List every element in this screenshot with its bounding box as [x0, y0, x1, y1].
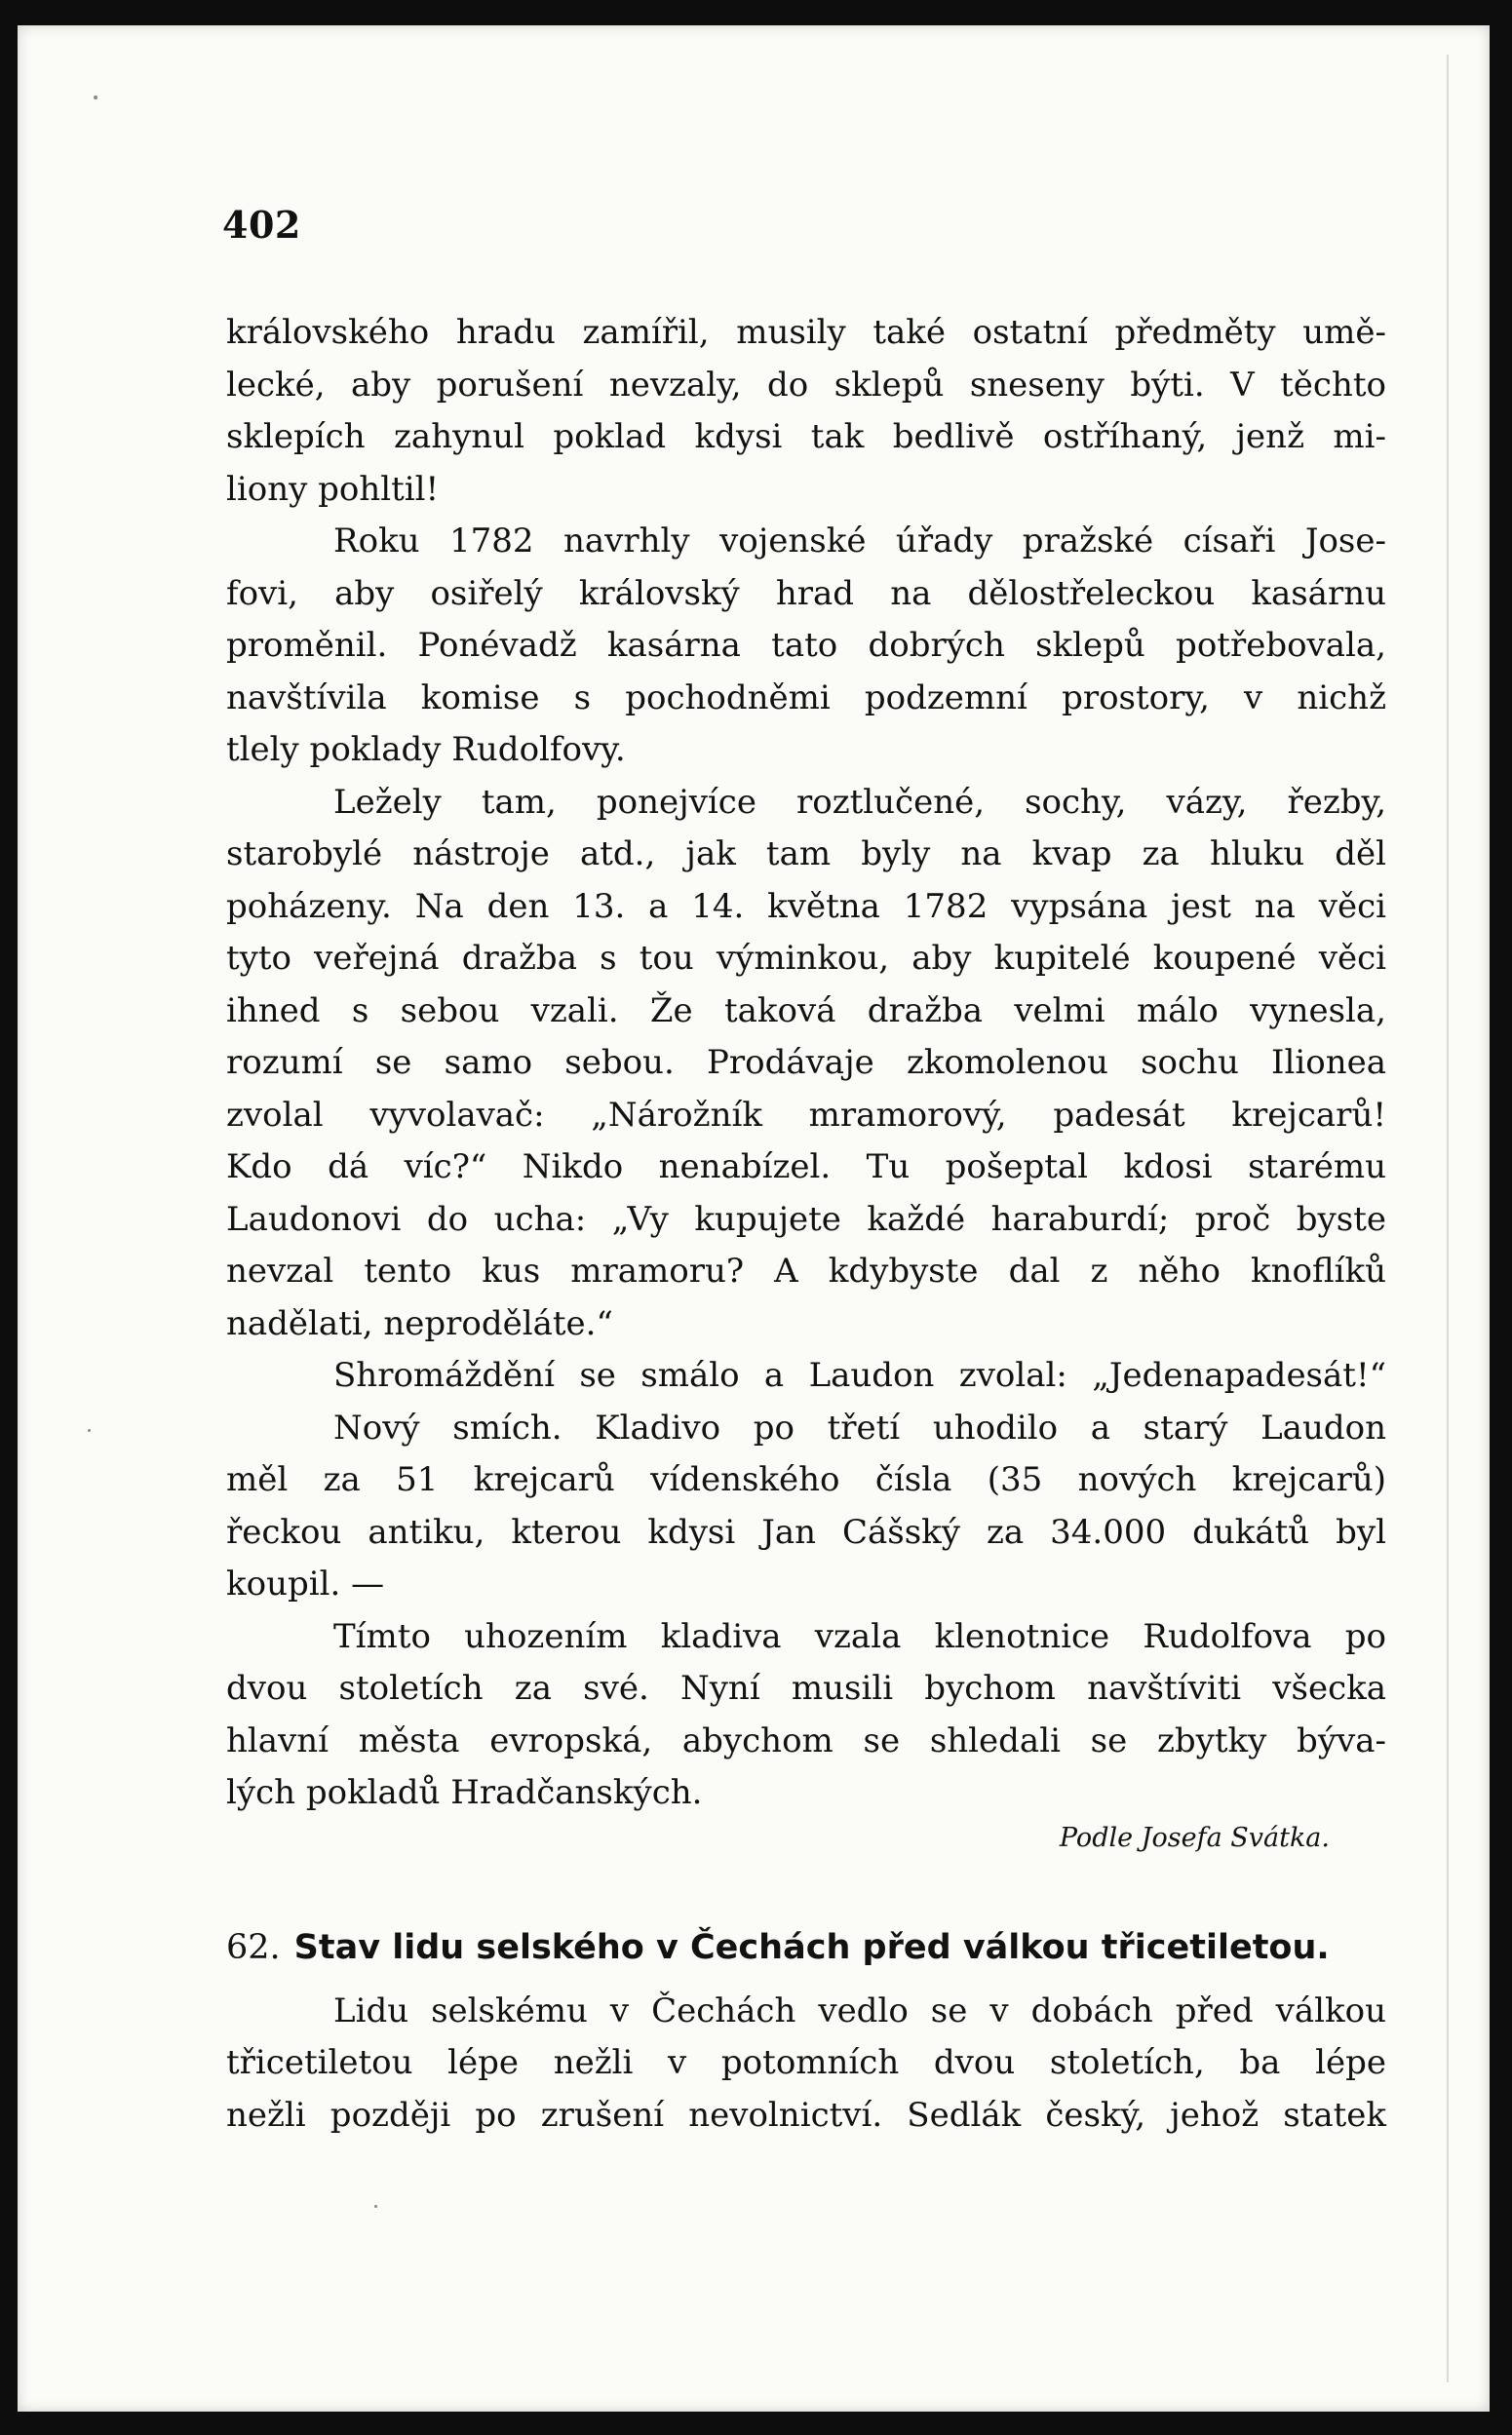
text-line: měl za 51 krejcarů vídenského čísla (35 nových krejcarů)	[226, 1460, 1386, 1499]
text-line: Lidu selskému v Čechách vedlo se v dobách před válkou	[333, 1991, 1386, 2030]
paragraph	[226, 307, 1386, 516]
section-heading	[226, 1921, 1386, 1974]
body-text	[226, 307, 1386, 2142]
paragraph	[226, 516, 1386, 777]
section-number: 62.	[226, 1927, 281, 1967]
page-number: 402	[222, 203, 301, 247]
text-line: dvou stoletích za své. Nyní musili bychom navštíviti všecka	[226, 1669, 1386, 1708]
text-line: rozumí se samo sebou. Prodávaje zkomolenou sochu Ilionea	[226, 1043, 1386, 1082]
page-edge-shadow	[1447, 55, 1449, 2382]
scan-speck	[374, 2205, 377, 2208]
text-line: koupil. —	[226, 1565, 385, 1604]
text-line: proměnil. Ponévadž kasárna tato dobrých sklepů potřebovala,	[226, 626, 1386, 665]
text-line: Shromáždění se smálo a Laudon zvolal: „Jedenapadesát!“	[333, 1356, 1386, 1395]
text-line: Laudonovi do ucha: „Vy kupujete každé haraburdí; proč byste	[226, 1199, 1386, 1239]
text-line: starobylé nástroje atd., jak tam byly na kvap za hluku děl	[226, 834, 1386, 873]
text-line: Roku 1782 navrhly vojenské úřady pražské císaři Jose-	[333, 522, 1386, 560]
text-line: zvolal vyvolavač: „Nárožník mramorový, padesát krejcarů!	[226, 1095, 1386, 1135]
text-line: Nový smích. Kladivo po třetí uhodilo a starý Laudon	[333, 1408, 1386, 1448]
text-line: hlavní města evropská, abychom se shledali se zbytky býva-	[226, 1720, 1386, 1760]
text-line: nadělati, neproděláte.“	[226, 1303, 613, 1343]
paragraph	[226, 1986, 1386, 2143]
text-line: nežli později po zrušení nevolnictví. Sedlák český, jehož statek	[226, 2095, 1386, 2135]
text-line: řeckou antiku, kterou kdysi Jan Cášský za 34.000 dukátů byl	[226, 1512, 1386, 1552]
text-line: navštívila komise s pochodněmi podzemní prostory, v nichž	[226, 677, 1386, 717]
source-attribution: Podle Josefa Svátka.	[1059, 1822, 1330, 1853]
text-line: třicetiletou lépe nežli v potomních dvou stoletích, ba lépe	[226, 2043, 1386, 2082]
paragraph	[226, 1350, 1386, 1403]
text-line: fovi, aby osiřelý královský hrad na dělostřeleckou kasárnu	[226, 573, 1386, 613]
text-line: tyto veřejná dražba s tou výminkou, aby kupitelé koupené věci	[226, 939, 1386, 978]
text-line: královského hradu zamířil, musily také ostatní předměty umě-	[226, 313, 1386, 352]
text-line: Tímto uhozením kladiva vzala klenotnice Rudolfova po	[333, 1616, 1386, 1656]
text-line: nevzal tento kus mramoru? A kdybyste dal z něho knoflíků	[226, 1252, 1386, 1291]
paragraph	[226, 777, 1386, 1351]
text-line: ihned s sebou vzali. Že taková dražba velmi málo vynesla,	[226, 990, 1386, 1030]
scan-speck	[94, 96, 97, 99]
text-line: lecké, aby porušení nevzaly, do sklepů sneseny býti. V těchto	[226, 365, 1386, 405]
text-line: Kdo dá víc?“ Nikdo nenabízel. Tu pošeptal kdosi starému	[226, 1147, 1386, 1186]
text-line: Ležely tam, ponejvíce roztlučené, sochy, vázy, řezby,	[333, 782, 1386, 822]
text-line: tlely poklady Rudolfovy.	[226, 730, 626, 769]
paragraph	[226, 1403, 1386, 1611]
text-line: sklepích zahynul poklad kdysi tak bedlivě ostříhaný, jenž mi-	[226, 417, 1386, 456]
text-line: poházeny. Na den 13. a 14. května 1782 vypsána jest na věci	[226, 886, 1386, 926]
text-line: liony pohltil!	[226, 469, 440, 509]
text-line: lých pokladů Hradčanských.	[226, 1773, 703, 1812]
scan-speck	[88, 1429, 91, 1432]
paragraph	[226, 1611, 1386, 1820]
section-title: Stav lidu selského v Čechách před válkou třicetiletou.	[293, 1927, 1330, 1967]
